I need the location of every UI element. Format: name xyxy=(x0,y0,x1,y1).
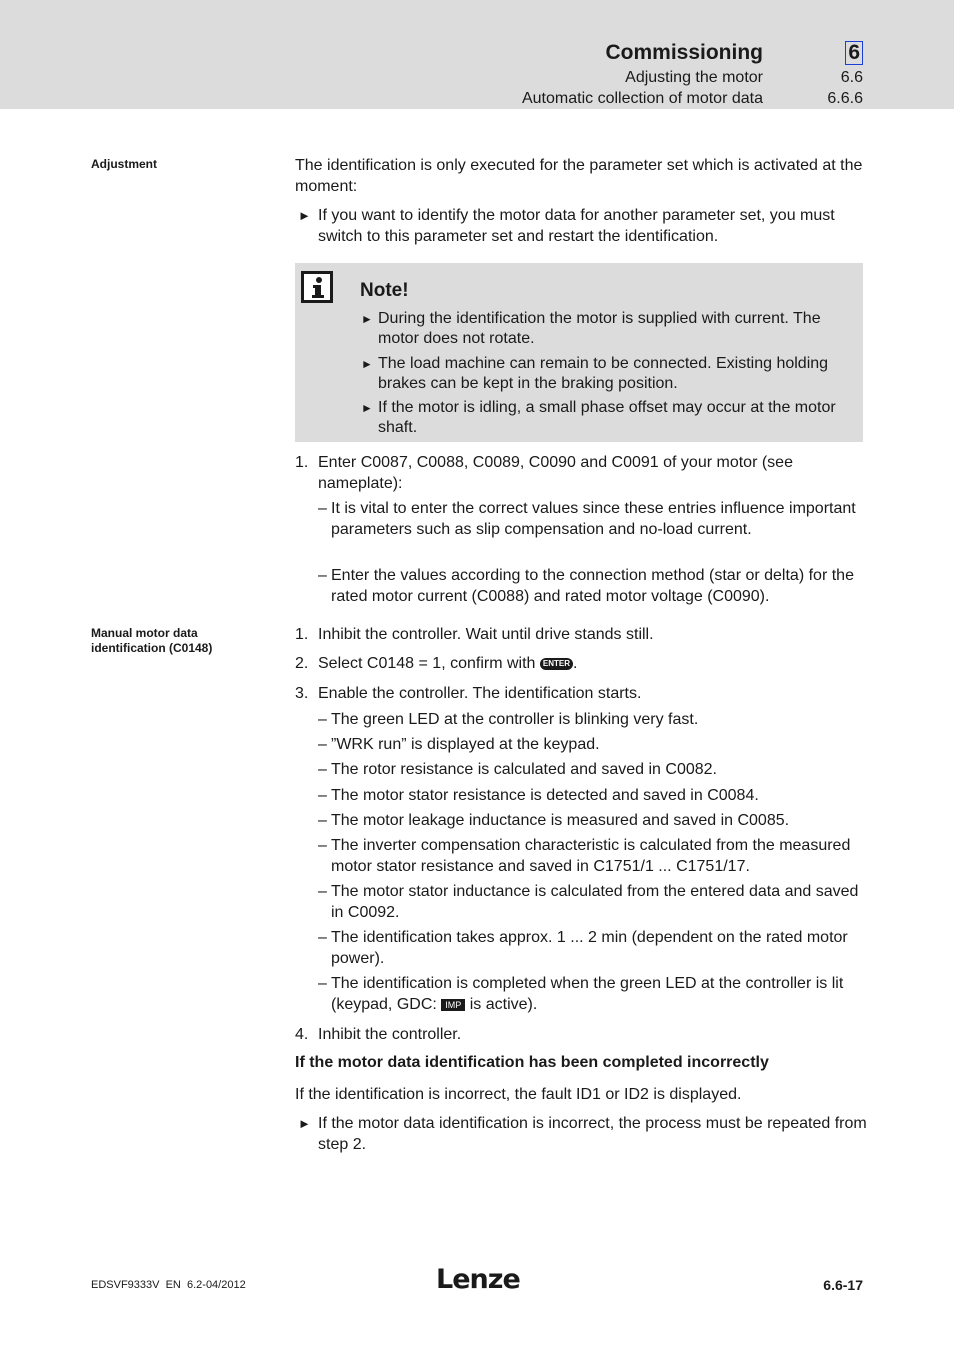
bullet-text: If you want to identify the motor data for another parameter set, you must switch to this parameter set and restart the identification. xyxy=(318,207,835,245)
side-label-line: identification (C0148) xyxy=(91,641,213,655)
subsection-title: Automatic collection of motor data xyxy=(521,90,763,107)
side-label-line: Manual motor data xyxy=(91,626,198,640)
dash-marker: – xyxy=(318,837,327,854)
footer-page-number: 6.6-17 xyxy=(823,1277,863,1293)
step-number: 2. xyxy=(295,655,309,672)
section-title: Adjusting the motor xyxy=(625,69,763,86)
bullet-marker: ► xyxy=(298,1116,311,1131)
dash-marker: – xyxy=(318,736,327,753)
dash-marker: – xyxy=(318,975,327,992)
paragraph: The identification is only executed for the parameter set which is activated at the moment: xyxy=(295,157,863,195)
paragraph: If the identification is incorrect, the fault ID1 or ID2 is displayed. xyxy=(295,1086,742,1103)
step-text xyxy=(318,653,868,674)
dash-text: Enter the values according to the connection method (star or delta) for the rated motor current (C0088) and rated motor voltage (C0090). xyxy=(331,567,854,605)
side-label-manual-identification xyxy=(91,626,251,656)
dash-marker: – xyxy=(318,567,327,584)
info-icon xyxy=(301,271,333,303)
footer-doc-id: EDSVF9333V EN 6.2-04/2012 xyxy=(91,1279,246,1291)
dash-text: The green LED at the controller is blinking very fast. xyxy=(331,711,699,728)
dash-text-part: is active). xyxy=(469,996,538,1013)
dash-text: The rotor resistance is calculated and saved in C0082. xyxy=(331,761,717,778)
dash-text: The motor stator inductance is calculated from the entered data and saved in C0092. xyxy=(331,883,859,921)
chapter-title: Commissioning xyxy=(605,41,763,64)
dash-marker: – xyxy=(318,711,327,728)
step-number: 4. xyxy=(295,1026,309,1043)
header-chapter-row xyxy=(563,41,863,69)
step-text: Enter C0087, C0088, C0089, C0090 and C0091 of your motor (see nameplate): xyxy=(318,454,793,492)
step-number: 3. xyxy=(295,685,309,702)
dash-text: ”WRK run” is displayed at the keypad. xyxy=(331,736,600,753)
enter-key-icon: ENTER xyxy=(540,658,573,670)
adjustment-intro xyxy=(295,155,865,197)
incorrect-heading: If the motor data identification has been completed incorrectly xyxy=(295,1054,769,1071)
dash-marker: – xyxy=(318,500,327,517)
dash-text-part: The identification is completed when the green LED at the controller is lit (keypad, GDC: xyxy=(331,975,844,1013)
dash-text: It is vital to enter the correct values since these entries influence important parameters such as slip compensation and no-load current. xyxy=(331,500,856,538)
dash-text: The motor stator resistance is detected and saved in C0084. xyxy=(331,787,759,804)
dash-text: The inverter compensation characteristic is calculated from the measured motor stator resistance and saved in C1751/1 ... C1751/17. xyxy=(331,837,851,875)
incorrect-text xyxy=(295,1084,865,1105)
note-title: Note! xyxy=(360,280,409,301)
step-text: Inhibit the controller. Wait until drive stands still. xyxy=(318,626,654,643)
side-label-adjustment: Adjustment xyxy=(91,157,157,171)
imp-status-icon: IMP xyxy=(441,999,465,1011)
dash-marker: – xyxy=(318,812,327,829)
bullet-marker: ► xyxy=(361,357,373,371)
step-text-part: . xyxy=(573,655,578,672)
dash-text: The identification takes approx. 1 ... 2 min (dependent on the rated motor power). xyxy=(331,929,848,967)
step-text-part: Select C0148 = 1, confirm with xyxy=(318,655,536,672)
section-number: 6.6 xyxy=(840,69,863,86)
chapter-number[interactable]: 6 xyxy=(845,41,863,65)
note-box xyxy=(295,263,863,442)
dash-text: The motor leakage inductance is measured and saved in C0085. xyxy=(331,812,790,829)
step-text: Enable the controller. The identification starts. xyxy=(318,685,642,702)
dash-marker: – xyxy=(318,787,327,804)
note-item-text: During the identification the motor is supplied with current. The motor does not rotate. xyxy=(378,310,821,347)
subsection-number: 6.6.6 xyxy=(827,90,863,107)
bullet-marker: ► xyxy=(298,208,311,223)
bullet-text: If the motor data identification is incorrect, the process must be repeated from step 2. xyxy=(318,1115,867,1153)
step-number: 1. xyxy=(295,454,309,471)
bullet-marker: ► xyxy=(361,312,373,326)
dash-marker: – xyxy=(318,761,327,778)
step-number: 1. xyxy=(295,626,309,643)
lenze-logo: Lenze xyxy=(436,1264,520,1295)
note-item-text: If the motor is idling, a small phase offset may occur at the motor shaft. xyxy=(378,399,836,436)
header-section-row xyxy=(463,69,863,89)
dash-text xyxy=(331,973,871,1015)
header-subsection-row xyxy=(463,90,863,110)
note-item-text: The load machine can remain to be connected. Existing holding brakes can be kept in the braking position. xyxy=(378,355,829,392)
step-text: Inhibit the controller. xyxy=(318,1026,462,1043)
dash-marker: – xyxy=(318,929,327,946)
dash-marker: – xyxy=(318,883,327,900)
bullet-marker: ► xyxy=(361,401,373,415)
